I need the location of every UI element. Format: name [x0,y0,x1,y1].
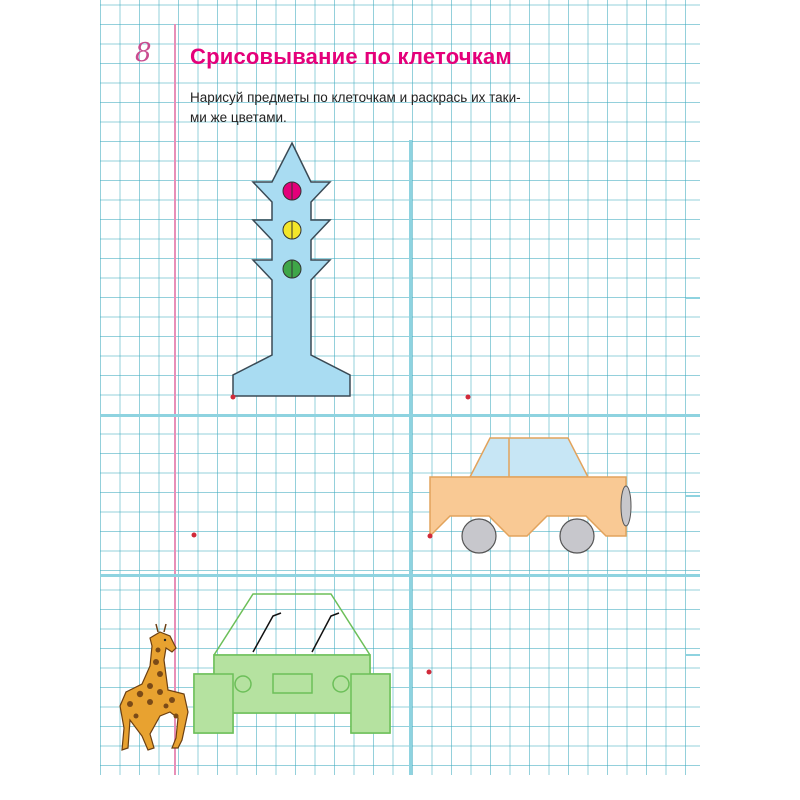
green-car-plate [273,674,312,693]
green-car-drawing [194,594,390,733]
green-car-wiper-left [253,613,281,652]
green-car-roof [214,594,370,655]
car-wheel-back [462,519,496,553]
car-wheel-front [560,519,594,553]
page-number: 8 [135,38,152,68]
green-car-left-wheel [194,674,233,733]
orange-car-drawing [430,438,631,553]
page-title: Срисовывание по клеточкам [190,44,512,69]
start-dot [428,534,433,539]
instruction-line-2: ми же цветами. [190,110,287,125]
green-car-left-light [235,676,251,692]
green-car-right-light [333,676,349,692]
traffic-light-drawing [233,143,350,396]
instruction-line-1: Нарисуй предметы по клеточкам и раскрась их таки- [190,90,521,105]
car-body [430,477,626,536]
green-car-right-wheel [351,674,390,733]
giraffe-icon [120,624,188,750]
start-dot [231,395,236,400]
car-headlight [621,486,631,526]
start-dot [466,395,471,400]
start-dot [427,670,432,675]
green-car-wiper-right [312,613,339,652]
car-roof [470,438,588,477]
start-dot [192,533,197,538]
